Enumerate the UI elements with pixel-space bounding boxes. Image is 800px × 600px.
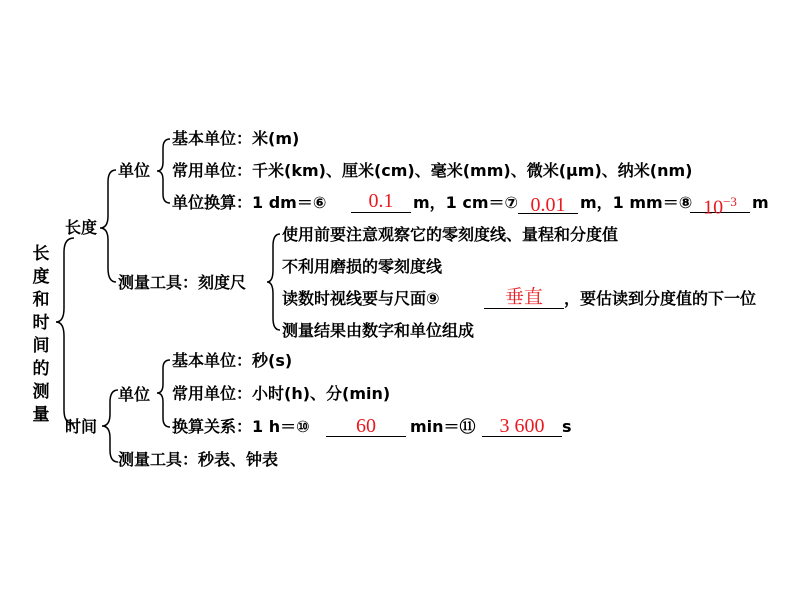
time-conversion-mid: min＝⑪ [410, 417, 476, 436]
title-char: 和 [32, 290, 50, 310]
tool-brace [267, 234, 280, 330]
title-char: 的 [32, 359, 50, 379]
tool-item-1: 使用前要注意观察它的零刻度线、量程和分度值 [282, 225, 619, 244]
length-label: 长度 [65, 218, 98, 237]
answer-6: 0.1 [368, 190, 394, 212]
length-unit-brace [157, 139, 170, 203]
reading-suffix: ，要估读到分度值的下一位 [564, 289, 757, 308]
time-common-units: 常用单位：小时(h)、分(min) [172, 384, 391, 403]
time-label: 时间 [65, 417, 98, 436]
length-conversion-mid1: m，1 cm＝⑦ [413, 193, 519, 212]
title-char: 长 [32, 244, 50, 264]
answer-8-exponent: −3 [723, 194, 737, 209]
length-conversion-suffix: m [752, 193, 769, 212]
title-char: 测 [32, 382, 50, 402]
length-common-units: 常用单位：千米(km)、厘米(cm)、毫米(mm)、微米(μm)、纳米(nm) [172, 161, 693, 180]
length-conversion-mid2: m，1 mm＝⑧ [580, 193, 693, 212]
tool-item-2: 不利用磨损的零刻度线 [282, 257, 443, 276]
root-brace [56, 238, 74, 424]
time-conversion-suffix: s [562, 417, 572, 436]
time-unit-label: 单位 [118, 385, 151, 404]
answer-11: 3 600 [499, 415, 545, 437]
time-unit-brace [157, 360, 170, 427]
title-char: 度 [32, 267, 50, 287]
reading-prefix: 读数时视线要与尺面⑨ [282, 289, 440, 308]
time-tool: 测量工具：秒表、钟表 [118, 450, 279, 469]
time-conversion-prefix: 换算关系：1 h＝⑩ [172, 417, 310, 436]
answer-9: 垂直 [504, 286, 543, 308]
answer-7: 0.01 [530, 194, 566, 216]
length-unit-label: 单位 [118, 161, 151, 180]
length-brace [100, 170, 116, 282]
title-char: 间 [32, 336, 50, 356]
answer-8-base: 10 [703, 196, 724, 219]
time-brace [102, 390, 118, 462]
length-tool-label: 测量工具：刻度尺 [118, 273, 247, 292]
tool-result: 测量结果由数字和单位组成 [282, 321, 475, 340]
answer-10: 60 [356, 415, 376, 437]
answer-8 [690, 190, 750, 220]
title-char: 时 [32, 313, 50, 333]
vertical-title [30, 243, 52, 427]
length-conversion-prefix: 单位换算：1 dm＝⑥ [172, 193, 327, 212]
title-char: 量 [32, 405, 50, 425]
time-base-unit: 基本单位：秒(s) [172, 351, 293, 370]
length-base-unit: 基本单位：米(m) [172, 129, 300, 148]
